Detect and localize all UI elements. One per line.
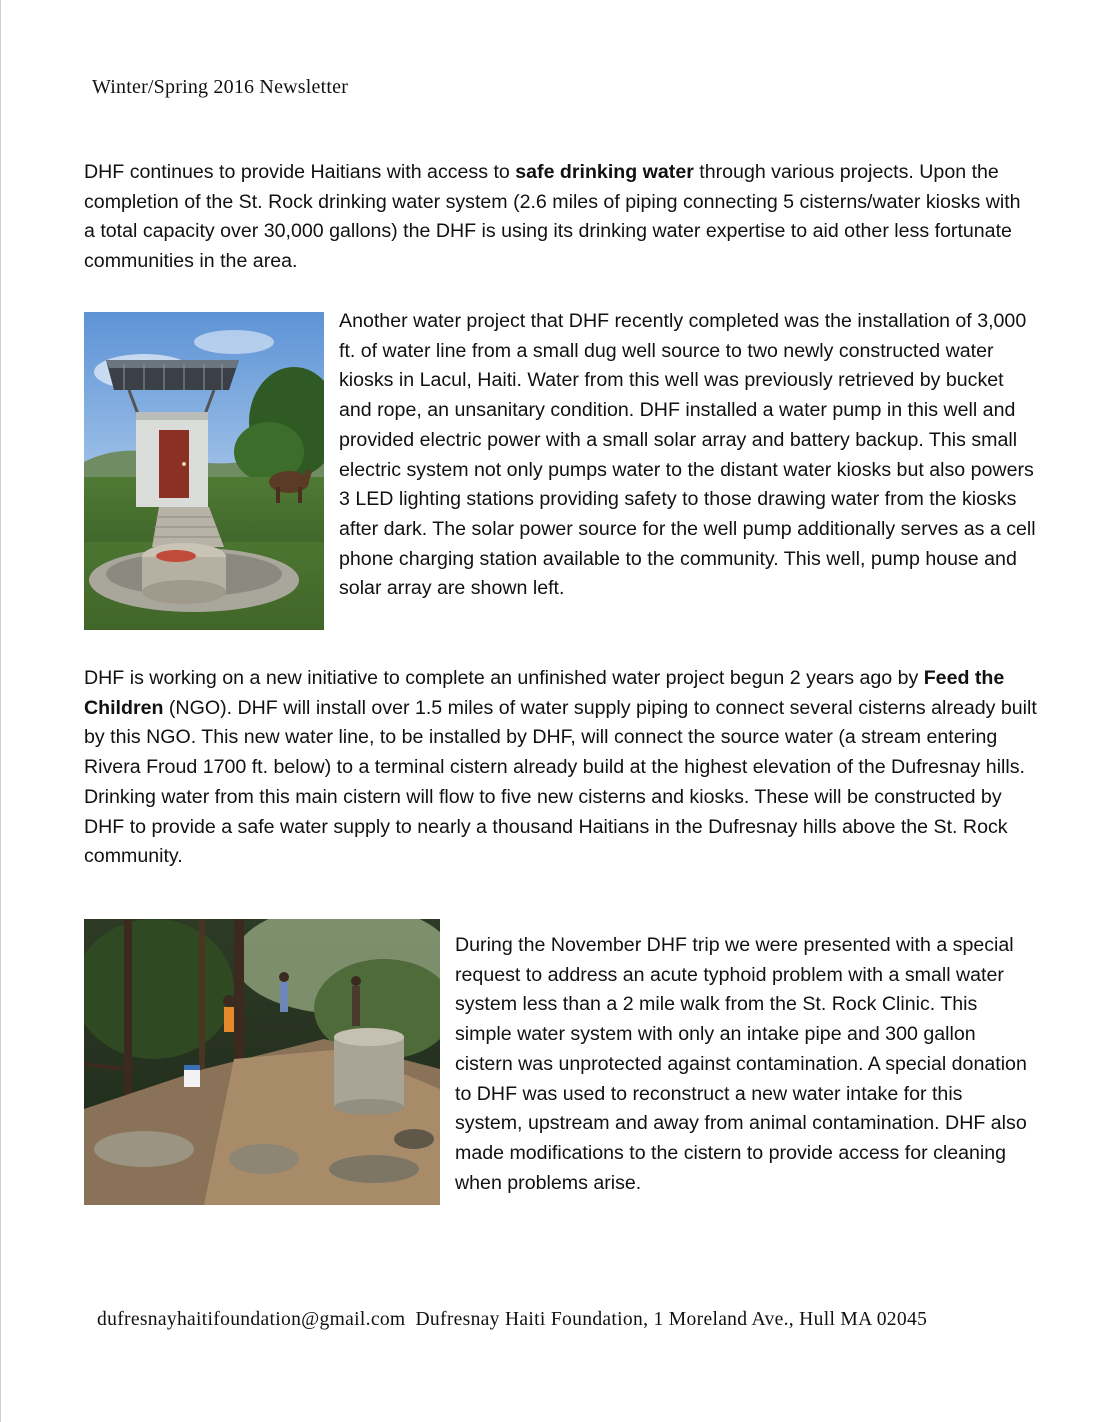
initiative-text-start: DHF is working on a new initiative to complete an unfinished water project begun 2 years ago by [84,667,924,689]
feed-the-children-paragraph [84,664,1039,872]
typhoid-response-paragraph: During the November DHF trip we were presented with a special request to address an acute typhoid problem with a small water system less than a 2 mile walk from the St. Rock Clinic. This simple water system with only an intake pipe and 300 gallon cistern was unprotected against contamination. A special donation to DHF was used to reconstruct a new water intake for this system, upstream and away from animal contamination. DHF also made modifications to the cistern to provide access for cleaning when problems arise. [455,934,1027,1194]
initiative-text-end: (NGO). DHF will install over 1.5 miles of water supply piping to connect several cisterns already built by this NGO. This new water line, to be installed by DHF, will connect the source water (a stream entering Rivera Froud 1700 ft. below) to a terminal cistern already build at the highest elevation of the Dufresnay hills. Drinking water from this main cistern will flow to five new cisterns and kiosks. These will be constructed by DHF to provide a safe water supply to nearly a thousand Haitians in the Dufresnay hills above the St. Rock community. [84,696,1037,868]
newsletter-title: Winter/Spring 2016 Newsletter [92,76,349,98]
intro-text-end: through various projects. Upon the completion of the St. Rock drinking water system (2.6 miles of piping connecting 5 cisterns/water kiosks with a total capacity over 30,000 gallons) the DHF is using its drinking water expertise to aid other less fortunate communities in the area. [84,161,1021,273]
footer-contact [97,1309,927,1331]
intro-text-start: DHF continues to provide Haitians with access to [84,161,516,183]
footer-email: dufresnayhaitifoundation@gmail.com [97,1309,406,1330]
well-pump-house-photo [84,312,324,630]
cistern-hillside-photo [84,919,440,1205]
safe-water-highlight: safe drinking water [515,161,694,183]
footer-address: Dufresnay Haiti Foundation, 1 Moreland Ave., Hull MA 02045 [415,1309,928,1330]
intro-paragraph [84,158,1034,277]
feed-the-children-highlight: Feed the Children [84,667,1005,719]
lacul-project-paragraph: Another water project that DHF recently completed was the installation of 3,000 ft. of water line from a small dug well source to two newly constructed water kiosks in Lacul, Haiti. Water from this well was previously retrieved by bucket and rope, an unsanitary condition. DHF installed a water pump in this well and provided electric power with a small solar array and battery backup. This small electric system not only pumps water to the distant water kiosks but also powers 3 LED lighting stations providing safety to those drawing water from the kiosks after dark. The solar power source for the well pump additionally serves as a cell phone charging station available to the community. This well, pump house and solar array are shown left. [339,310,1036,600]
